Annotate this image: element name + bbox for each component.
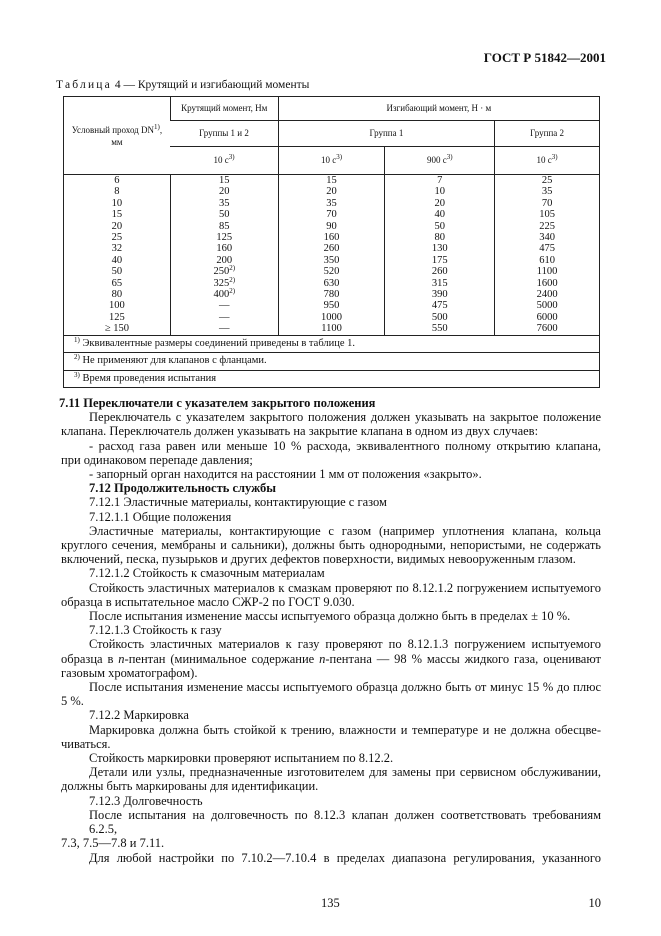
torque-table [63,96,600,388]
table-cell: 70 [541,197,553,209]
header-t10-a: 10 $с^{3)}$ [170,147,278,175]
table-cell: 6 [114,175,120,186]
para: при одинаковом перепаде давления; [61,452,253,467]
page-number-center: 135 [321,896,340,910]
header-t900: 900 $с^{3)}$ [385,147,495,175]
table-cell: 1100 [536,266,558,278]
table-cell: 20 [219,186,230,198]
header-group2: Группа 2 [495,121,600,147]
table-cell: 105 [539,209,555,221]
table-cell: 8 [114,186,120,198]
para: После испытания на долговечность по 8.12.3 клапан должен соответствовать требованиям 6.2.5, [89,807,601,837]
section-7-12-title: 7.12 Продолжительность службы [89,481,276,496]
table-cell: 10 [111,197,123,209]
body-text [59,396,601,865]
table-cell: 160 [216,243,233,255]
para: После испытания изменение массы испытуемого образца должно быть от минус 15 % до плюс [89,680,601,695]
document-header: ГОСТ Р 51842—2001 [483,50,606,65]
section-7-12-1-1: 7.12.1.1 Общие положения [89,509,232,524]
table-cell: 20 [434,197,446,209]
header-group1: Группа 1 [278,121,495,147]
table-cell: 1100 [321,323,342,335]
header-group12: Группы 1 и 2 [170,121,278,147]
para: - расход газа равен или меньше 10 % расхода, эквивалентного полному открытию клапана, [89,438,601,453]
section-7-12-1-2: 7.12.1.2 Стойкость к смазочным материалам [89,566,325,581]
table-cell: 160 [323,232,340,244]
table-cell: — [219,323,230,335]
table-cell: 630 [323,277,340,289]
table-cell: 130 [431,243,448,255]
para: Переключатель с указателем закрытого положения должен указывать на закрытое положение [89,410,601,425]
table-cell: 50 [111,266,123,278]
table-cell: 25 [111,232,123,244]
table-cell: 2400 [536,289,558,301]
table-cell: 315 [431,277,448,289]
table-cell: 35 [326,197,337,209]
table-cell: 6000 [536,311,558,323]
table-cell: 15 [111,209,123,221]
table-cell: 475 [431,300,448,312]
para: Детали или узлы, предназначенные изготовителем для замены при сервисном обслуживании, [89,765,601,780]
header-t10-b: 10 $с^{3)}$ [278,147,385,175]
table-cell: 80 [434,232,446,244]
table-cell: 65 [111,277,123,289]
table-cell: 100 [109,300,125,312]
table-cell: 390 [431,289,448,301]
para: Маркировка должна быть стойкой к трению, влажности и температуре и не должна обесцве- [89,722,601,737]
table-cell: 80 [111,289,123,301]
footnote-1: $^{1)}$ Эквивалентные размеры соединений приведены в таблице 1. [64,335,600,352]
table-cell: 20 [326,186,337,198]
table-cell: 1000 [321,311,343,323]
table-cell: 35 [541,186,553,198]
table-cell: — [219,311,230,323]
para: Стойкость маркировки проверяют испытанием по 8.12.2. [89,751,394,766]
table-cell: 10 [434,186,446,198]
para: Стойкость эластичных материалов к газу проверяют по 8.12.1.3 погружением испытуемого [89,637,601,652]
table-cell: 260 [431,266,448,278]
section-7-12-1: 7.12.1 Эластичные материалы, контактирующие с газом [89,495,387,510]
section-7-12-3: 7.12.3 Долговечность [89,793,203,808]
header-torque: Крутящий момент, Нм [170,97,278,121]
table-cell: 520 [323,266,340,278]
header-dn: Условный проход DN$^{1)}$, мм [64,97,171,175]
para: образца в n-пентан (минимальное содержание n-пентана — 98 % массы жидкого газа, оценивают [61,651,601,666]
para: Эластичные материалы, контактирующие с газом (например уплотнения клапана, кольца [89,523,601,538]
para: - запорный орган находится на расстоянии 1 мм от положения «закрыто». [89,467,482,482]
section-7-12-1-3: 7.12.1.3 Стойкость к газу [89,623,222,638]
para: включений, песка, пузырьков и других дефектов поверхности, видимых невооруженным глазом. [61,552,576,567]
table-cell: 550 [431,323,448,335]
para: 7.3, 7.5—7.8 и 7.11. [61,836,165,851]
table-caption-title: 4 — Крутящий и изгибающий моменты [111,79,310,91]
table-cell: 610 [539,254,555,266]
table-cell: 175 [431,254,448,266]
col-b1-10 [278,175,385,336]
table-cell: 250$^{2)}$ [213,264,236,278]
col-dn [64,175,171,336]
header-bending: Изгибающий момент, Н · м [278,97,599,121]
table-cell: 260 [323,243,340,255]
col-b2-10 [495,175,600,336]
col-b1-900 [385,175,495,336]
table-caption [56,79,309,91]
para: чиваться. [61,736,111,751]
table-cell: 90 [326,220,337,232]
table-cell: 15 [326,175,337,186]
para: Для любой настройки по 7.10.2—7.10.4 в пределах диапазона регулирования, указанного [89,850,601,865]
table-cell: 32 [111,243,123,255]
para: клапана. Переключатель должен указывать на закрытие клапана в одном из двух случаев: [61,424,539,439]
para: газовым хроматографом). [61,665,198,680]
table-cell: ≥ 150 [104,323,129,335]
col-torque [170,175,278,336]
section-7-11-title: 7.11 Переключатели с указателем закрытого положения [59,396,376,410]
footnote-2: $^{2)}$ Не применяют для клапанов с фланцами. [64,353,600,370]
table-cell: 1600 [536,277,558,289]
table-cell: 40 [111,254,123,266]
table-cell: 50 [434,220,446,232]
table-cell: 200 [216,254,233,266]
para: 5 %. [61,694,84,709]
table-cell: 225 [539,220,555,232]
table-cell: 950 [323,300,340,312]
table-cell: 50 [219,209,230,221]
para: круглого сечения, мембраны и сальники), должны быть однородными, непористыми, не содержать [61,538,601,553]
table-cell: 25 [541,175,553,186]
table-cell: 340 [539,232,555,244]
table-cell: 780 [323,289,340,301]
para: После испытания изменение массы испытуемого образца должно быть в пределах ± 10 %. [89,609,571,624]
table-cell: 125 [216,232,233,244]
para: должны быть маркированы для идентификации. [61,779,319,794]
table-cell: 35 [219,197,230,209]
table-cell: 350 [323,254,340,266]
table-cell: 400$^{2)}$ [213,287,236,301]
table-cell: 20 [111,220,123,232]
section-7-12-2: 7.12.2 Маркировка [89,708,189,723]
table-caption-label: Таблица [56,79,112,91]
page-number-right: 10 [588,896,601,910]
table-cell: 125 [109,311,125,323]
table-cell: 7600 [536,323,558,335]
header-t10-c: 10 $с^{3)}$ [495,147,600,175]
table-cell: 325$^{2)}$ [213,275,236,289]
table-cell: 70 [326,209,337,221]
table-cell: 475 [539,243,555,255]
table-cell: 5000 [536,300,558,312]
para: Стойкость эластичных материалов к смазкам проверяют по 8.12.1.2 погружением испытуемого [89,580,601,595]
table-cell: 500 [431,311,448,323]
footnote-3: $^{3)}$ Время проведения испытания [64,370,600,387]
para: образца в испытательное масло СЖР-2 по ГОСТ 9.030. [61,594,355,609]
table-cell: 85 [219,220,230,232]
table-cell: 40 [434,209,446,221]
table-cell: 7 [437,175,443,186]
table-cell: — [219,300,230,312]
table-cell: 15 [219,175,230,186]
